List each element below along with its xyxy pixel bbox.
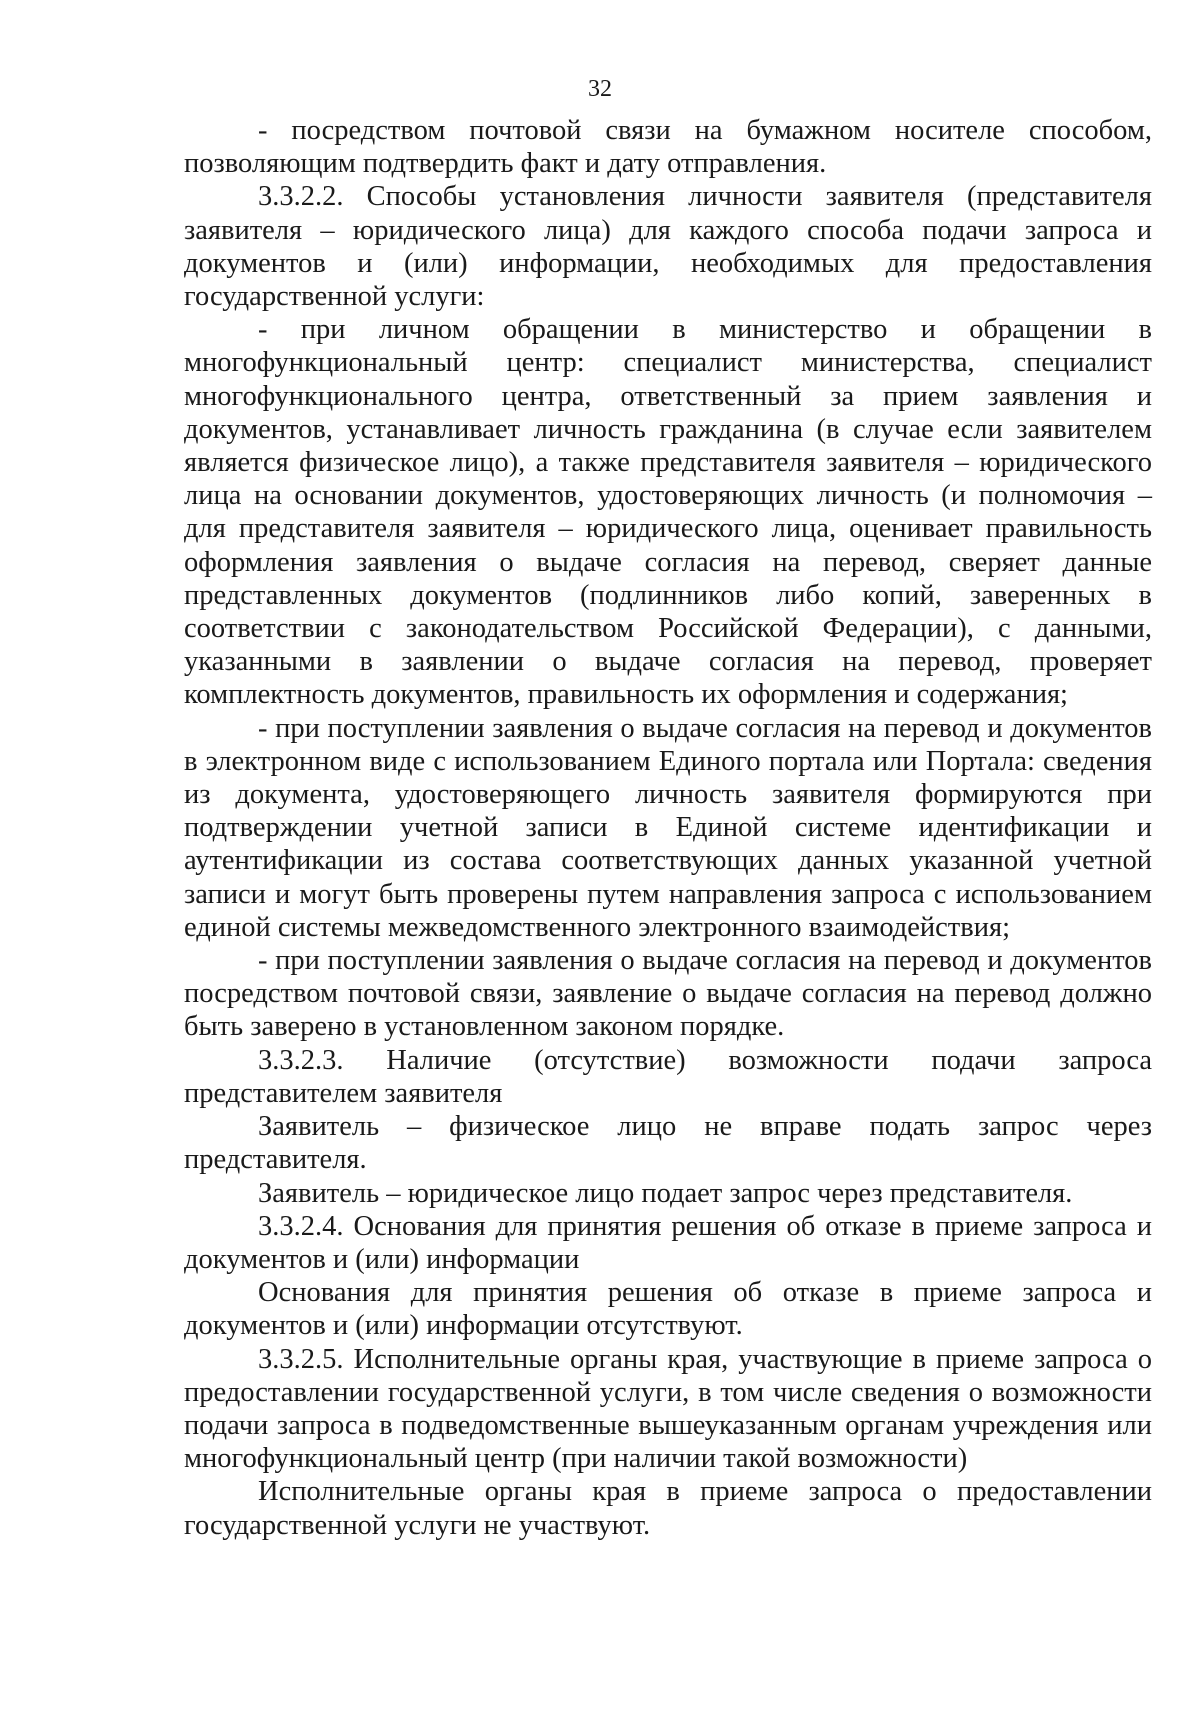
paragraph-postal-submission: - при поступлении заявления о выдаче согласия на перевод и документов посредством почтовой связи, заявление о выдаче согласия на перевод должно быть заверено в установленном законом порядке. [184,945,1152,1043]
paragraph-identity-methods: 3.3.2.2. Способы установления личности заявителя (представителя заявителя – юридического лица) для каждого способа подачи запроса и документов и (или) информации, необходимых для предоставления государственной услуги: [184,181,1152,313]
paragraph-representative-heading: 3.3.2.3. Наличие (отсутствие) возможности подачи запроса представителем заявителя [184,1044,1152,1109]
page-number [0,76,1200,103]
paragraph-executive-bodies-heading: 3.3.2.5. Исполнительные органы края, участвующие в приеме запроса о предоставлении государственной услуги, в том числе сведения о возможности подачи запроса в подведомственные вышеуказанным органам учреждения или многофункциональный центр (при наличии такой возможности) [184,1343,1152,1475]
paragraph-executive-bodies: Исполнительные органы края в приеме запроса о предоставлении государственной услуги не участвуют. [184,1476,1152,1541]
paragraph-refusal-grounds: Основания для принятия решения об отказе в приеме запроса и документов и (или) информации отсутствуют. [184,1277,1152,1342]
paragraph-refusal-heading: 3.3.2.4. Основания для принятия решения об отказе в приеме запроса и документов и (или) информации [184,1210,1152,1275]
paragraph-electronic-submission: - при поступлении заявления о выдаче согласия на перевод и документов в электронном виде с использованием Единого портала или Портала: сведения из документа, удостоверяющего личность заявителя формируются при подтверждении учетной записи в Единой системе идентификации и аутентификации из состава соответствующих данных указанной учетной записи и могут быть проверены путем направления запроса с использованием единой системы межведомственного электронного взаимодействия; [184,712,1152,943]
paragraph-legal-entity-applicant: Заявитель – юридическое лицо подает запрос через представителя. [258,1177,1073,1209]
paragraph-individual-applicant: Заявитель – физическое лицо не вправе подать запрос через представителя. [184,1111,1152,1176]
paragraph-personal-visit: - при личном обращении в министерство и обращении в многофункциональный центр: специалист министерства, специалист многофункционального центра, ответственный за прием заявления и документов, устанавливает личность гражданина (в случае если заявителем является физическое лицо), а также представителя заявителя – юридического лица на основании документов, удостоверяющих личность (и полномочия – для представителя заявителя – юридического лица, оценивает правильность оформления заявления о выдаче согласия на перевод, сверяет данные представленных документов (подлинников либо копий, заверенных в соответствии с законодательством Российской Федерации), с данными, указанными в заявлении о выдаче согласия на перевод, проверяет комплектность документов, правильность их оформления и содержания; [184,314,1152,711]
document-body [184,114,1152,1542]
paragraph-postal-delivery: - посредством почтовой связи на бумажном носителе способом, позволяющим подтвердить факт и дату отправления. [184,115,1152,180]
page-number-text: 32 [588,76,612,102]
